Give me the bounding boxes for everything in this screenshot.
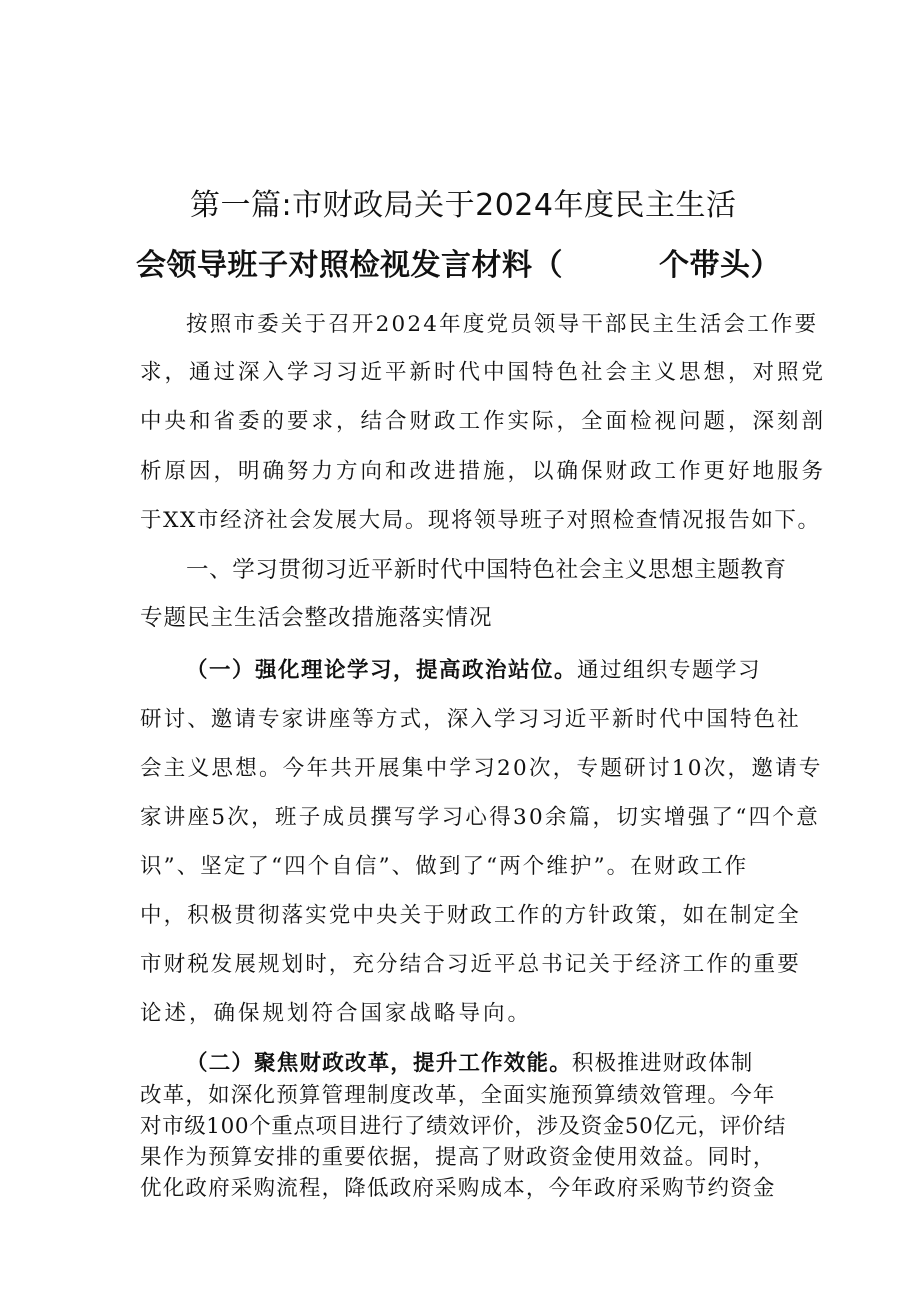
doc-title-line-2-part-b: 个带头）	[659, 248, 781, 283]
section-heading-1: 一、学习贯彻习近平新时代中国特色社会主义思想主题教育	[186, 557, 787, 583]
sub1-line: 论述，确保规划符合国家战略导向。	[140, 1001, 533, 1026]
para1-line: 于XX市经济社会发展大局。现将领导班子对照检查情况报告如下。	[140, 508, 821, 533]
sub1-line: 市财税发展规划时，充分结合习近平总书记关于经济工作的重要	[140, 952, 801, 977]
sub2-line: 优化政府采购流程，降低政府采购成本，今年政府采购节约资金	[140, 1176, 776, 1201]
para1-line: 中央和省委的要求，结合财政工作实际，全面检视问题，深刻剖	[140, 409, 827, 434]
sub2-line: 改革，如深化预算管理制度改革，全面实施预算绩效管理。今年	[140, 1083, 776, 1108]
sub2-line: 对市级100个重点项目进行了绩效评价，涉及资金50亿元，评价结	[140, 1114, 786, 1139]
sub2-line: 果作为预算安排的重要依据，提高了财政资金使用效益。同时，	[140, 1145, 776, 1170]
sub2-first-line	[186, 1046, 846, 1077]
para1-line: 析原因，明确努力方向和改进措施，以确保财政工作更好地服务	[140, 459, 827, 484]
doc-title-line-2-part-a: 会领导班子对照检视发言材料（	[136, 248, 563, 283]
sub1-line: 中，积极贯彻落实党中央关于财政工作的方针政策，如在制定全	[140, 903, 801, 928]
para1-line: 求，通过深入学习习近平新时代中国特色社会主义思想，对照党	[140, 360, 827, 385]
sub2-title: （二）聚焦财政改革，提升工作效能。	[186, 1051, 572, 1076]
sub1-line: 研讨、邀请专家讲座等方式，深入学习习近平新时代中国特色社	[140, 707, 801, 732]
doc-title-line-2	[136, 240, 796, 284]
sub1-line: 识”、坚定了“四个自信”、做到了“两个维护”。在财政工作	[140, 854, 749, 879]
sub1-line: 通过组织专题学习	[577, 658, 762, 683]
section-heading-1-cont: 专题民主生活会整改措施落实情况	[140, 605, 493, 631]
sub1-line: 家讲座5次，班子成员撰写学习心得30余篇，切实增强了“四个意	[140, 805, 821, 830]
sub1-line: 会主义思想。今年共开展集中学习20次，专题研讨10次，邀请专	[140, 756, 823, 781]
sub1-first-line	[186, 653, 846, 684]
doc-title-line-1: 第一篇:市财政局关于2024年度民主生活	[190, 188, 737, 223]
sub1-title: （一）强化理论学习，提高政治站位。	[186, 658, 578, 683]
para1-line: 按照市委关于召开2024年度党员领导干部民主生活会工作要	[186, 312, 819, 337]
sub2-line: 积极推进财政体制	[571, 1051, 754, 1076]
